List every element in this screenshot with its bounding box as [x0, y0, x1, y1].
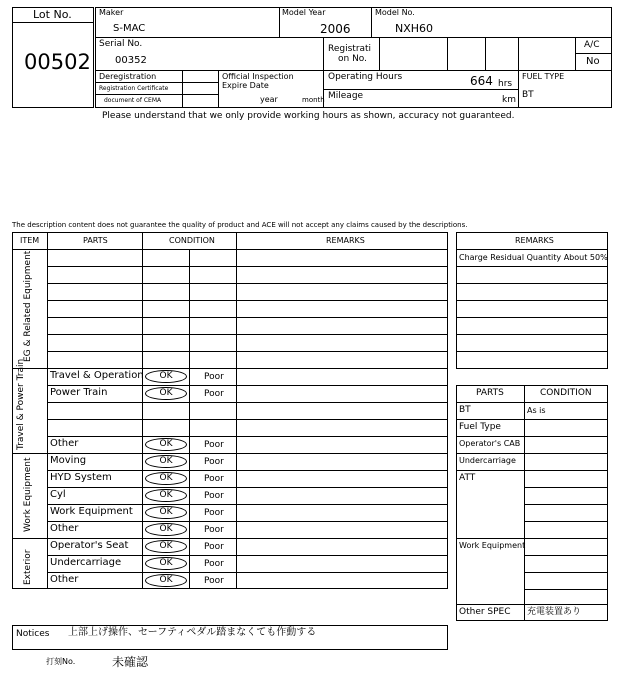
notices-text: 上部上げ操作、セーフティペダル踏まなくても作動する: [68, 627, 317, 638]
right-other-spec-value: 充電装置あり: [527, 607, 582, 617]
ok-hyd-system[interactable]: OK: [145, 472, 187, 485]
inspection-label-2: Expire Date: [222, 81, 269, 90]
right-remarks-header: REMARKS: [515, 236, 554, 245]
operating-hours-value: 664: [470, 74, 493, 88]
condition-header: CONDITION: [169, 236, 215, 245]
part-work-other: Other: [50, 523, 79, 534]
ok-travel-operation[interactable]: OK: [145, 370, 187, 383]
maker-value: S-MAC: [113, 23, 146, 34]
serial-label: Serial No.: [99, 39, 143, 49]
section-travel-power: Travel & Power Train: [16, 358, 26, 450]
section-exterior: Exterior: [23, 549, 33, 585]
deregistration-label: Deregistration: [99, 72, 157, 81]
part-travel-other: Other: [50, 438, 79, 449]
fuel-type-label: FUEL TYPE: [522, 72, 565, 81]
disclaimer: The description content does not guarantee the quality of product and ACE will not accept any claims caused by the descriptions.: [12, 221, 468, 229]
poor-work-equipment: Poor: [204, 508, 224, 518]
right-fuel-type: Fuel Type: [459, 422, 501, 432]
registration-certificate-label: Registration Certificate: [99, 85, 169, 92]
stamp-label: 打刻No.: [46, 657, 76, 666]
remarks-header: REMARKS: [326, 236, 365, 245]
ok-power-train[interactable]: OK: [145, 387, 187, 400]
poor-cyl: Poor: [204, 491, 224, 501]
model-no-value: NXH60: [395, 22, 434, 35]
maker-label: Maker: [99, 8, 124, 17]
part-travel-operation: Travel & Operation: [50, 370, 144, 381]
ok-work-other[interactable]: OK: [145, 523, 187, 536]
right-bt-condition: As is: [527, 406, 546, 415]
mileage-label: Mileage: [328, 91, 364, 101]
stamp-value: 未確認: [112, 655, 149, 669]
model-no-label: Model No.: [375, 8, 415, 17]
condition-table: [12, 232, 448, 589]
right-other-spec: Other SPEC: [459, 607, 511, 617]
inspection-month-label: month: [302, 96, 325, 104]
part-operators-seat: Operator's Seat: [50, 540, 129, 551]
registration-label-2: on No.: [338, 54, 368, 64]
right-operators-cab: Operator's CAB: [459, 439, 521, 448]
part-moving: Moving: [50, 455, 87, 466]
poor-operators-seat: Poor: [204, 542, 224, 552]
right-condition-header: CONDITION: [540, 388, 592, 398]
poor-undercarriage: Poor: [204, 559, 224, 569]
inspection-label-1: Official Inspection: [222, 72, 294, 81]
poor-exterior-other: Poor: [204, 576, 224, 586]
item-header: ITEM: [20, 236, 40, 245]
notices-label: Notices: [16, 629, 50, 639]
model-year-value: 2006: [320, 22, 351, 36]
part-undercarriage: Undercarriage: [50, 557, 122, 568]
serial-value: 00352: [115, 55, 147, 66]
ac-value: No: [586, 56, 600, 67]
right-remarks-charge: Charge Residual Quantity About 50%: [459, 253, 608, 262]
right-work-equipment: Work Equipment: [459, 541, 526, 550]
model-year-label: Model Year: [282, 8, 326, 17]
lot-number: 00502: [24, 50, 91, 74]
poor-work-other: Poor: [204, 525, 224, 535]
ok-exterior-other[interactable]: OK: [145, 574, 187, 587]
hours-note: Please understand that we only provide working hours as shown, accuracy not guaranteed.: [102, 111, 515, 121]
ok-travel-other[interactable]: OK: [145, 438, 187, 451]
cema-document-label: document of CEMA: [104, 97, 162, 104]
inspection-year-label: year: [260, 95, 278, 104]
section-work-equipment: Work Equipment: [23, 457, 33, 532]
hrs-unit: hrs: [498, 79, 513, 89]
poor-moving: Poor: [204, 457, 224, 467]
km-unit: km: [502, 95, 516, 105]
operating-hours-label: Operating Hours: [328, 72, 403, 82]
ok-undercarriage[interactable]: OK: [145, 557, 187, 570]
part-power-train: Power Train: [50, 387, 108, 398]
fuel-type-value: BT: [522, 90, 534, 100]
right-undercarriage: Undercarriage: [459, 456, 516, 465]
poor-power-train: Poor: [204, 389, 224, 399]
part-hyd-system: HYD System: [50, 472, 112, 483]
right-parts-header: PARTS: [476, 388, 504, 398]
lot-label: Lot No.: [33, 8, 72, 21]
ok-work-equipment[interactable]: OK: [145, 506, 187, 519]
poor-hyd-system: Poor: [204, 474, 224, 484]
part-exterior-other: Other: [50, 574, 79, 585]
poor-travel-other: Poor: [204, 440, 224, 450]
right-parts-box: [456, 385, 608, 621]
part-cyl: Cyl: [50, 489, 66, 500]
parts-header: PARTS: [83, 236, 108, 245]
ac-label: A/C: [584, 40, 600, 50]
right-bt: BT: [459, 405, 471, 415]
part-work-equipment: Work Equipment: [50, 506, 133, 517]
right-att: ATT: [459, 473, 476, 483]
ok-cyl[interactable]: OK: [145, 489, 187, 502]
ok-moving[interactable]: OK: [145, 455, 187, 468]
registration-label-1: Registrati: [328, 44, 372, 54]
ok-operators-seat[interactable]: OK: [145, 540, 187, 553]
poor-travel-operation: Poor: [204, 372, 224, 382]
section-eg-related: EG & Related Equipment: [23, 250, 33, 362]
